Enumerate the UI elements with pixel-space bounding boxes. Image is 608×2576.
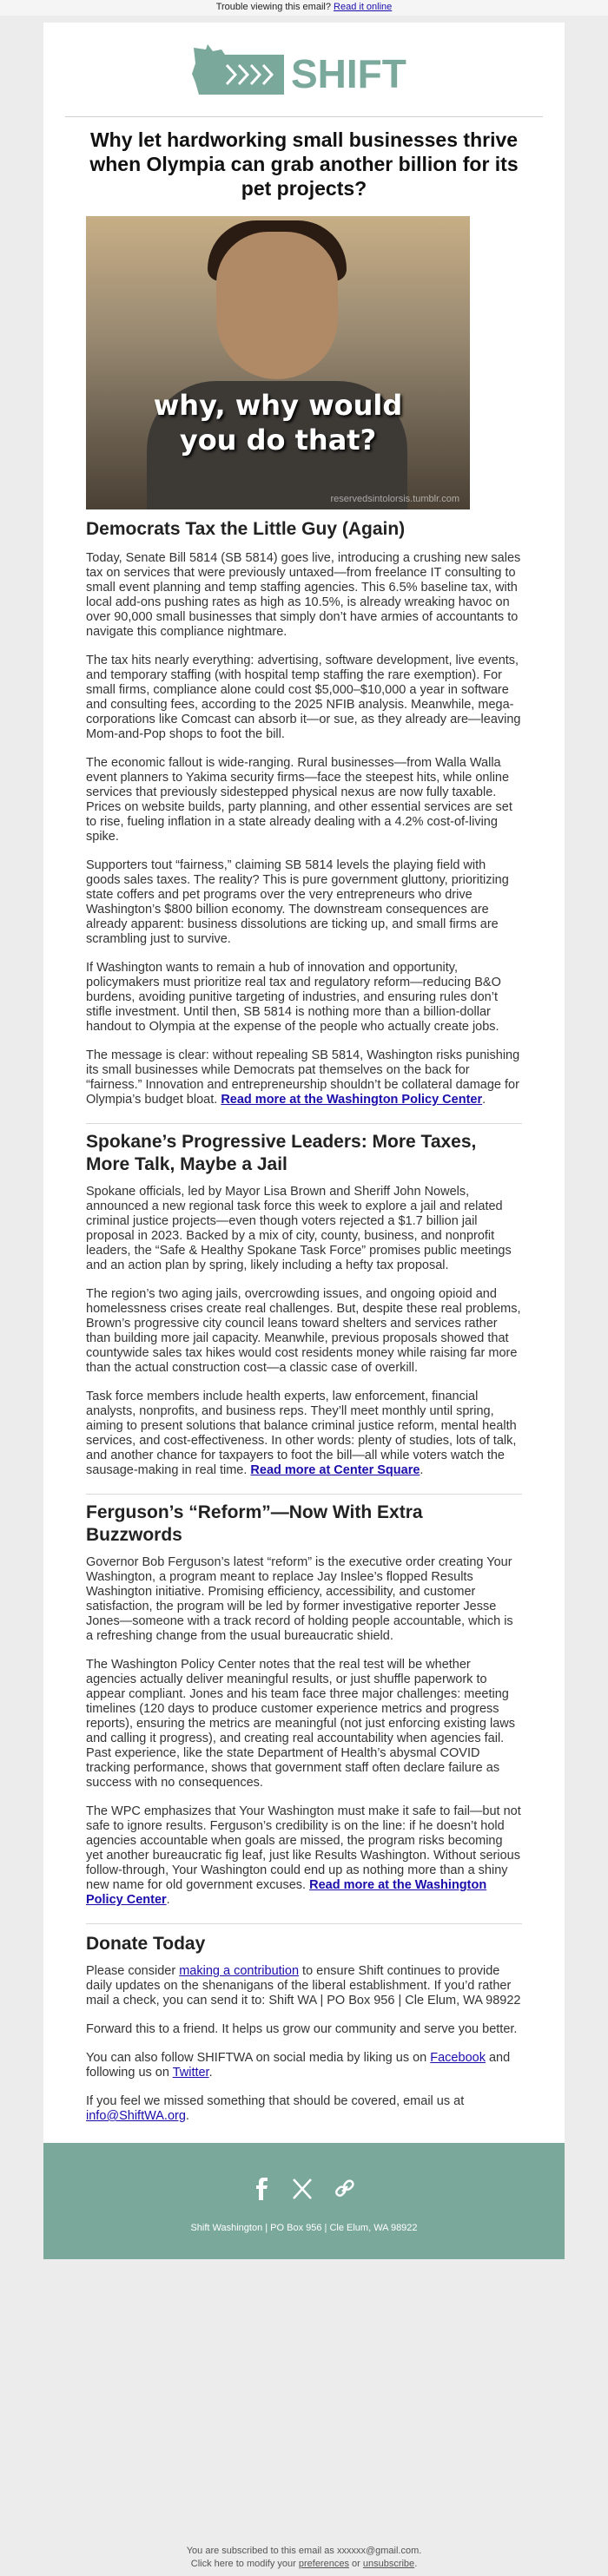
email-container: [43, 23, 565, 2259]
article-paragraph-text: Task force members include health experts, law enforcement, financial analysts, nonprofits, and business reps. They’ll meet monthly until spring, aiming to present solutions that balance criminal justice reform, mental health services, and cost-effectiveness. In other words: plenty of studies, lots of talk, and another chance for taxpayers to foot the bill—all while voters watch the sausage-making in real time.: [86, 1390, 517, 1477]
hero-image: [86, 216, 470, 509]
article-paragraph: Supporters tout “fairness,” claiming SB 5814 levels the playing field with goods sales taxes. The reality? This is pure government gluttony, prioritizing state coffers and pet programs over the very entrepreneurs who drive Washington’s $800 billion economy. The downstream consequences are already apparent: business dissolutions are ticking up, and small firms are scrambling just to survive.: [86, 858, 509, 946]
email-link[interactable]: info@ShiftWA.org: [86, 2109, 186, 2123]
article-paragraph: The tax hits nearly everything: advertising, software development, live events, and temporary staffing (with hospital temp staffing the rare exemption). For small firms, compliance alone could cost $5,000–$10,000 a year in software and consulting fees, according to the 2025 NFIB analysis. Meanwhile, mega-corporations like Comcast can absorb it—or sue, as they already are—leaving Mom-and-Pop shops to foot the bill.: [86, 654, 521, 741]
forward-paragraph: Forward this to a friend. It helps us grow our community and serve you better.: [86, 2022, 518, 2036]
article-democrats-tax: [43, 518, 565, 1107]
article-spokane: [43, 1131, 565, 1478]
shift-logo-icon: [187, 39, 421, 100]
social-paragraph: [86, 2051, 522, 2080]
hero-caption: [86, 388, 470, 457]
preferences-text: or: [348, 2559, 363, 2569]
article-title: Spokane’s Progressive Leaders: More Taxes, More Talk, Maybe a Jail: [86, 1132, 477, 1174]
footer: [43, 2143, 565, 2259]
email-text: If you feel we missed something that should be covered, email us at: [86, 2094, 465, 2108]
contribution-link[interactable]: making a contribution: [179, 1964, 300, 1978]
donate-text: to ensure Shift continues to provide daily updates on the shenanigans of the liberal establishment. If you’d rather mail a check, you can send it to: Shift WA | PO Box 956 | Cle Elum, WA 98922: [86, 1964, 521, 2008]
article-paragraph-last: [86, 1804, 522, 1908]
donate-paragraph: [86, 1964, 522, 2008]
preferences-text: Click here to modify your: [190, 2559, 299, 2569]
read-online-link[interactable]: Read it online: [334, 2, 393, 12]
hero-face: [216, 232, 338, 379]
article-paragraph: If Washington wants to remain a hub of innovation and opportunity, policymakers must prioritize real tax and regulatory reform—reducing B&O burdens, avoiding punitive targeting of industries, and ensuring rules don’t stifle investment. Until then, SB 5814 is nothing more than a billion-dollar handout to Olympia at the expense of the people who actually create jobs.: [86, 961, 501, 1034]
unsubscribe-link[interactable]: unsubscribe: [362, 2559, 415, 2569]
donate-section: [43, 1933, 565, 2143]
article-paragraph-last: [86, 1048, 522, 1107]
preferences-link[interactable]: preferences: [298, 2559, 349, 2569]
brand-name: SHIFT: [291, 51, 406, 96]
subscription-notice: [0, 2545, 608, 2571]
preheader-text: Trouble viewing this email?: [215, 2, 331, 12]
preheader: [0, 0, 608, 16]
email-text: .: [185, 2109, 189, 2123]
social-icons: [43, 2143, 565, 2204]
article-paragraph: The economic fallout is wide-ranging. Rural businesses—from Walla Walla event planners to Yakima security firms—face the steepest hits, while online services that previously sidestepped physical nexus are now fully taxable. Prices on website builds, party planning, and other essential services are set to rise, fueling inflation in a state already dealing with a 4.2% cost-of-living spike.: [86, 756, 512, 844]
read-more-link[interactable]: Read more at the Washington Policy Center: [221, 1093, 483, 1107]
divider: [86, 1923, 522, 1924]
period: .: [482, 1093, 486, 1107]
divider: [86, 1494, 522, 1495]
twitter-link[interactable]: Twitter: [172, 2066, 209, 2080]
social-text: and following us on: [86, 2051, 511, 2080]
social-text: You can also follow SHIFTWA on social media by liking us on: [86, 2051, 431, 2065]
donate-text: Please consider: [86, 1964, 180, 1978]
donate-title: Donate Today: [86, 1934, 206, 1954]
facebook-icon[interactable]: [252, 2178, 271, 2204]
article-ferguson: [43, 1502, 565, 1908]
article-paragraph-last: [86, 1390, 522, 1478]
preferences-text: .: [414, 2559, 418, 2569]
facebook-link[interactable]: Facebook: [430, 2051, 486, 2065]
article-paragraph-text: The message is clear: without repealing SB 5814, Washington risks punishing its small businesses while Democrats pat themselves on the back for “fairness.” Innovation and entrepreneurship shouldn’t be collateral damage for Olympia’s budget bloat.: [86, 1048, 520, 1107]
link-icon[interactable]: [334, 2178, 356, 2204]
social-text: .: [208, 2066, 213, 2080]
period: .: [420, 1463, 424, 1477]
hero-watermark: reservedsintolorsis.tumblr.com: [330, 494, 459, 504]
logo: [65, 23, 543, 117]
divider: [86, 1123, 522, 1124]
hero-caption-line1: why, why would: [153, 389, 403, 422]
email-paragraph: [86, 2094, 522, 2124]
read-more-link[interactable]: Read more at Center Square: [250, 1463, 420, 1477]
read-more-link[interactable]: Read more at the Washington Policy Center: [86, 1878, 487, 1907]
preferences-line: [0, 2558, 608, 2571]
article-paragraph: Today, Senate Bill 5814 (SB 5814) goes live, introducing a crushing new sales tax on services that were previously untaxed—from freelance IT consulting to small event planning and temp staffing agencies. This 6.5% baseline tax, with local add-ons pushing rates as high as 10.5%, is already wreaking havoc on over 90,000 small businesses that simply don’t have armies of accountants to navigate this compliance nightmare.: [86, 551, 521, 639]
subscribed-line: You are subscribed to this email as xxxxxx@gmail.com.: [186, 2546, 422, 2556]
article-paragraph: Spokane officials, led by Mayor Lisa Brown and Sheriff John Nowels, announced a new regional task force this week to explore a jail and related criminal justice projects—even though voters rejected a $1.7 billion jail proposal in 2023. Backed by a mix of city, county, business, and nonprofit leaders, the “Safe & Healthy Spokane Task Force” promises public meetings and an action plan by spring, likely including a hefty tax proposal.: [86, 1185, 512, 1272]
footer-address: Shift Washington | PO Box 956 | Cle Elum, WA 98922: [190, 2223, 418, 2233]
headline: Why let hardworking small businesses thrive when Olympia can grab another billion for its pet projects?: [89, 128, 519, 200]
x-icon[interactable]: [292, 2178, 313, 2204]
article-paragraph-text: The WPC emphasizes that Your Washington must make it safe to fail—but not safe to ignore results. Ferguson’s credibility is on the line: if he doesn’t hold agencies accountable when goals are missed, the program risks becoming yet another bureaucratic fig leaf, just like Results Washington. Without serious follow-through, Your Washington could end up as nothing more than a shiny new name for old government excuses.: [86, 1804, 521, 1892]
period: .: [166, 1893, 170, 1907]
hero-caption-line2: you do that?: [179, 424, 377, 457]
article-paragraph: Governor Bob Ferguson’s latest “reform” is the executive order creating Your Washington, a program meant to replace Jay Inslee’s flopped Results Washington initiative. Promising efficiency, accessibility, and customer satisfaction, the program will be led by former investigative reporter Jesse Jones—someone with a track record of holding people accountable, which is a refreshing change from the usual bureaucratic shield.: [86, 1555, 513, 1643]
article-title: Ferguson’s “Reform”—Now With Extra Buzzwords: [86, 1502, 423, 1545]
article-paragraph: The region’s two aging jails, overcrowding issues, and ongoing opioid and homelessness crises create real challenges. But, despite these real problems, Brown’s progressive city council leans toward shelters and services rather than building more jail capacity. Meanwhile, previous proposals showed that countywide sales tax hikes would cost residents money while raising far more than the actual construction cost—a classic case of overkill.: [86, 1287, 521, 1375]
article-paragraph: The Washington Policy Center notes that the real test will be whether agencies actually deliver meaningful results, or just shuffle paperwork to appear compliant. Jones and his team face three major challenges: meeting timelines (120 days to produce customer experience metrics and progress reports), ensuring the metrics are meaningful (not just enforcing existing laws and calling it progress), and creating real accountability when agencies fail. Past experience, like the state Department of Health’s abysmal COVID tracking performance, shows that government staff often declare failure as success with no consequences.: [86, 1658, 516, 1790]
article-title: Democrats Tax the Little Guy (Again): [86, 519, 406, 539]
